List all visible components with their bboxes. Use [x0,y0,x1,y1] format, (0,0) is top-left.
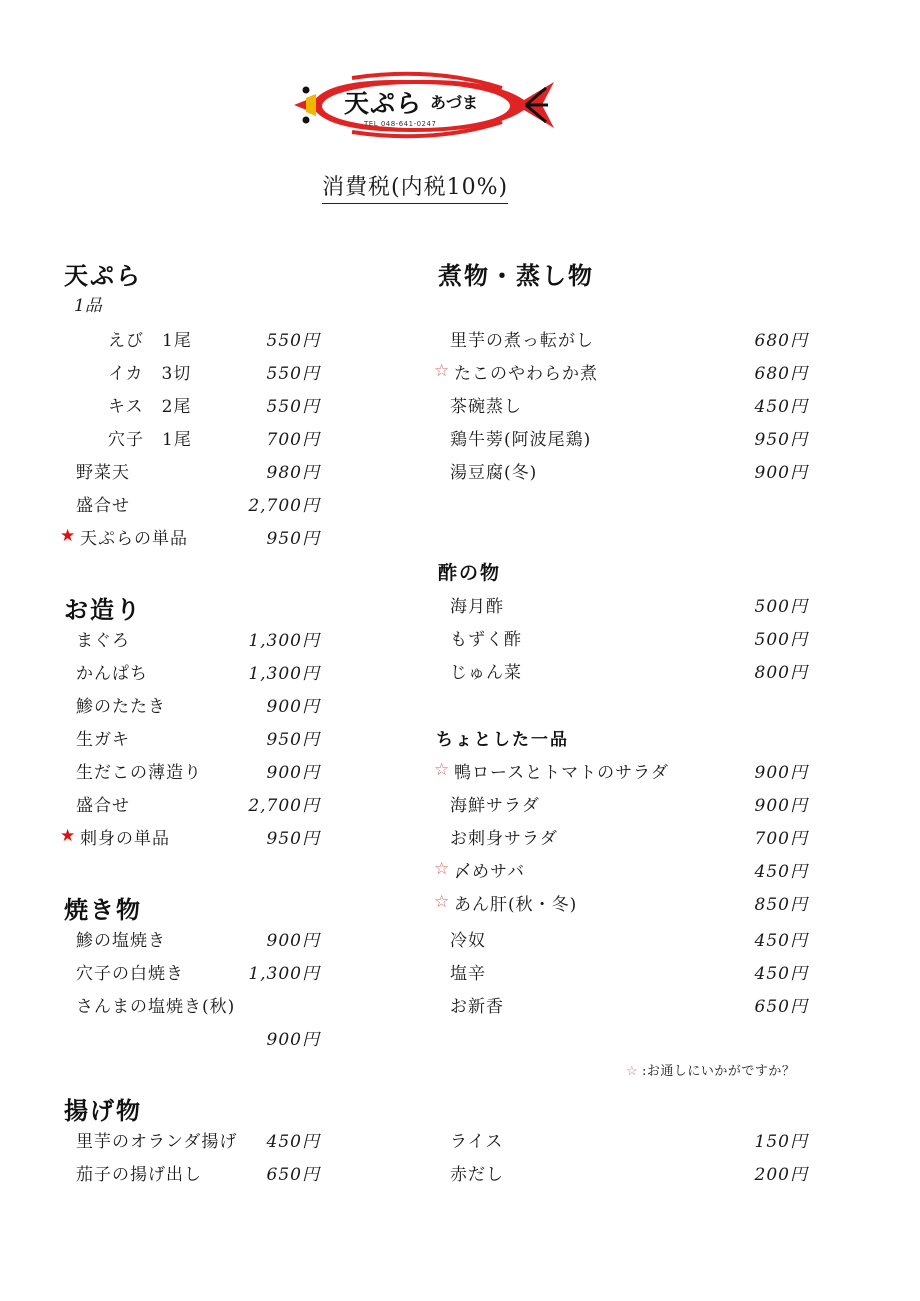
section-title-otsukuri: お造り [64,595,142,624]
menu-item: 穴子の白焼き 1,300円 [76,963,320,984]
section-title-yakimono: 焼き物 [64,895,142,924]
menu-item: えび 1尾 550円 [108,330,320,351]
menu-item: 生ガキ 950円 [76,729,320,750]
menu-item: ☆ 鴨ロースとトマトのサラダ 900円 [434,760,808,783]
menu-item: 湯豆腐(冬) 900円 [450,462,808,483]
menu-item: さんまの塩焼き(秋) [76,996,236,1017]
shrimp-logo-icon [292,70,556,140]
tax-note: 消費税(内税10%) [322,170,508,204]
menu-item: 茄子の揚げ出し 650円 [76,1164,320,1185]
red-star-icon: ★ [60,526,77,546]
menu-item: ★ 刺身の単品 950円 [60,826,320,849]
section-title-sunomono: 酢の物 [438,562,502,584]
logo-subname: あづま [430,93,479,112]
menu-item: ☆ あん肝(秋・冬) 850円 [434,892,808,915]
outline-star-icon: ☆ [626,1064,639,1079]
menu-item: じゅん菜 800円 [450,662,808,683]
menu-item: 盛合せ 2,700円 [76,495,320,516]
outline-star-icon: ☆ [434,760,451,780]
menu-item: 里芋のオランダ揚げ 450円 [76,1131,320,1152]
menu-item: 海鮮サラダ 900円 [450,795,808,816]
section-title-nimono: 煮物・蒸し物 [438,261,594,290]
logo-name: 天ぷら [344,89,423,118]
red-star-icon: ★ [60,826,77,846]
menu-item: 赤だし 200円 [450,1164,808,1185]
tempura-sub-label: 1品 [74,296,102,316]
outline-star-icon: ☆ [434,892,451,912]
menu-item: 鯵のたたき 900円 [76,696,320,717]
section-title-agemono: 揚げ物 [64,1096,142,1125]
menu-item: 野菜天 980円 [76,462,320,483]
section-title-tempura: 天ぷら [64,261,142,290]
outline-star-icon: ☆ [434,859,451,879]
logo-telephone: TEL 048-641-0247 [364,120,437,128]
menu-item: まぐろ 1,300円 [76,630,320,651]
menu-item: 里芋の煮っ転がし 680円 [450,330,808,351]
menu-item: 海月酢 500円 [450,596,808,617]
menu-item: キス 2尾 550円 [108,396,320,417]
section-title-ippin: ちょとした一品 [436,730,569,750]
menu-item: 冷奴 450円 [450,930,808,951]
menu-item: ★ 天ぷらの単品 950円 [60,526,320,549]
menu-item: 生だこの薄造り 900円 [76,762,320,783]
menu-item: かんぱち 1,300円 [76,663,320,684]
menu-item: 茶碗蒸し 450円 [450,396,808,417]
menu-item: イカ 3切 550円 [108,363,320,384]
outline-star-icon: ☆ [434,361,451,381]
menu-item: お刺身サラダ 700円 [450,828,808,849]
menu-item: ☆ たこのやわらか煮 680円 [434,361,808,384]
menu-item: 900円 [266,1029,320,1050]
menu-item: 盛合せ 2,700円 [76,795,320,816]
menu-item: 穴子 1尾 700円 [108,429,320,450]
menu-item: もずく酢 500円 [450,629,808,650]
menu-item: 鶏牛蒡(阿波尾鶏) 950円 [450,429,808,450]
restaurant-logo [292,70,556,140]
star-legend: ☆ :お通しにいかがですか？ [626,1064,796,1079]
menu-item: ☆ 〆めサバ 450円 [434,859,808,882]
menu-item: 塩辛 450円 [450,963,808,984]
menu-item: 鯵の塩焼き 900円 [76,930,320,951]
menu-item: お新香 650円 [450,996,808,1017]
menu-item: ライス 150円 [450,1131,808,1152]
